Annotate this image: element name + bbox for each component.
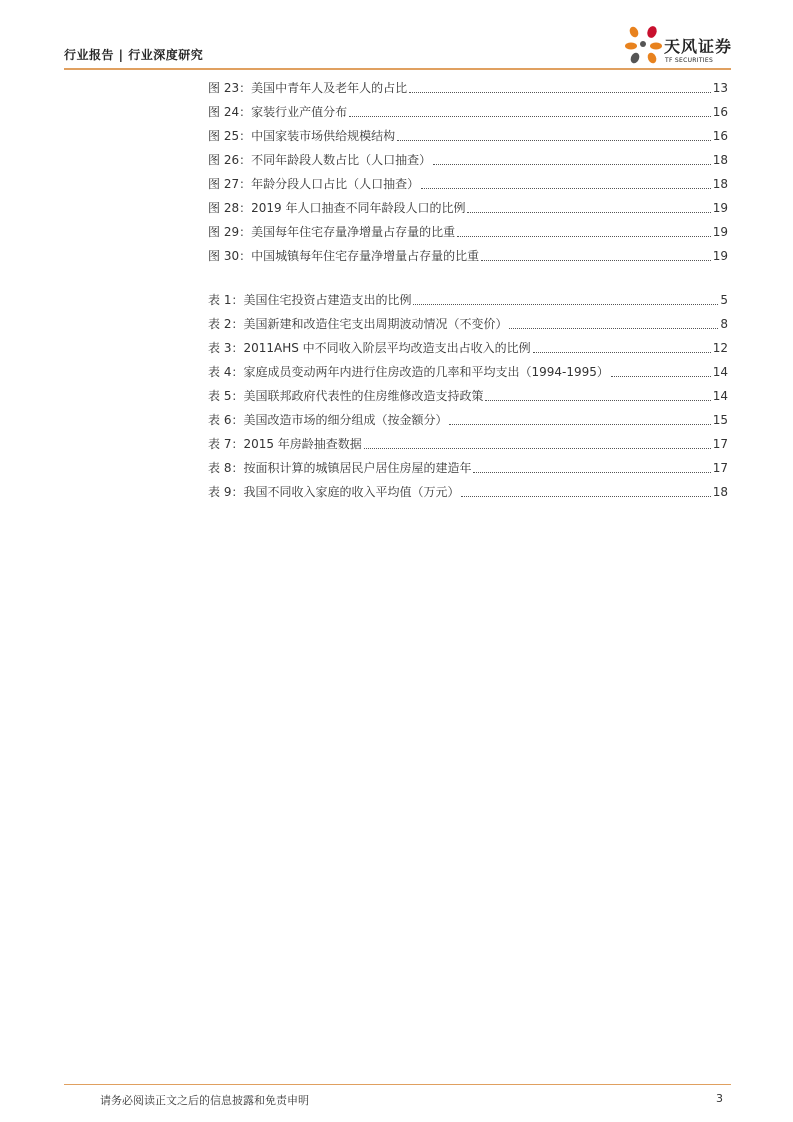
- figure-entry[interactable]: [208, 240, 728, 264]
- dot-leader: [349, 104, 711, 117]
- table-entry-label: 表 8：按面积计算的城镇居民户居住房屋的建造年: [208, 461, 472, 475]
- figure-entry[interactable]: [208, 192, 728, 216]
- table-entry-label: 表 9：我国不同收入家庭的收入平均值（万元）: [208, 485, 460, 499]
- figure-entry-label: 图 30：中国城镇每年住宅存量净增量占存量的比重: [208, 249, 480, 263]
- figure-entry-page: 19: [712, 201, 728, 215]
- dot-leader: [409, 80, 711, 93]
- header-title: 行业报告 | 行业深度研究: [64, 48, 204, 62]
- table-entry[interactable]: [208, 356, 728, 380]
- header-divider: [64, 68, 731, 70]
- table-entry[interactable]: [208, 308, 728, 332]
- table-entry-page: 5: [720, 293, 728, 307]
- dot-leader: [449, 412, 710, 425]
- figure-entry-label: 图 29：美国每年住宅存量净增量占存量的比重: [208, 225, 456, 239]
- table-entry-page: 17: [712, 461, 728, 475]
- dot-leader: [611, 364, 711, 377]
- table-entry-page: 14: [712, 389, 728, 403]
- footer-divider: [64, 1084, 731, 1085]
- table-entry-label: 表 2：美国新建和改造住宅支出周期波动情况（不变价）: [208, 317, 508, 331]
- dot-leader: [509, 316, 718, 329]
- dot-leader: [461, 484, 710, 497]
- page-number: 3: [716, 1092, 723, 1105]
- dot-leader: [421, 176, 711, 189]
- dot-leader: [364, 436, 711, 449]
- figure-entry-page: 18: [712, 177, 728, 191]
- dot-leader: [467, 200, 710, 213]
- dot-leader: [533, 340, 711, 353]
- table-entry[interactable]: [208, 404, 728, 428]
- table-entry-page: 8: [720, 317, 728, 331]
- dot-leader: [485, 388, 710, 401]
- figure-list: [208, 72, 728, 264]
- figure-entry[interactable]: [208, 120, 728, 144]
- figure-entry-label: 图 27：年龄分段人口占比（人口抽查）: [208, 177, 420, 191]
- figure-entry[interactable]: [208, 216, 728, 240]
- table-entry-page: 18: [712, 485, 728, 499]
- dot-leader: [457, 224, 711, 237]
- table-entry-label: 表 3：2011AHS 中不同收入阶层平均改造支出占收入的比例: [208, 341, 531, 355]
- figure-entry[interactable]: [208, 144, 728, 168]
- figure-entry-label: 图 25：中国家装市场供给规模结构: [208, 129, 396, 143]
- table-entry[interactable]: [208, 332, 728, 356]
- table-entry[interactable]: [208, 284, 728, 308]
- table-entry-label: 表 7：2015 年房龄抽查数据: [208, 437, 362, 451]
- table-list: [208, 284, 728, 500]
- table-entry-label: 表 5：美国联邦政府代表性的住房维修改造支持政策: [208, 389, 484, 403]
- table-entry[interactable]: [208, 476, 728, 500]
- dot-leader: [433, 152, 711, 165]
- figure-entry-page: 13: [712, 81, 728, 95]
- company-logo: [624, 20, 734, 68]
- footer-disclaimer: 请务必阅读正文之后的信息披露和免责申明: [100, 1094, 309, 1107]
- figure-entry-page: 16: [712, 105, 728, 119]
- table-entry-page: 17: [712, 437, 728, 451]
- figure-entry[interactable]: [208, 96, 728, 120]
- figure-entry-page: 18: [712, 153, 728, 167]
- table-entry[interactable]: [208, 380, 728, 404]
- figure-entry[interactable]: [208, 72, 728, 96]
- logo-name: 天风证券: [664, 37, 733, 56]
- table-entry-page: 15: [712, 413, 728, 427]
- table-entry-label: 表 4：家庭成员变动两年内进行住房改造的几率和平均支出（1994-1995）: [208, 365, 609, 379]
- figure-entry-label: 图 24：家装行业产值分布: [208, 105, 348, 119]
- dot-leader: [413, 292, 718, 305]
- dot-leader: [397, 128, 711, 141]
- table-entry-page: 14: [712, 365, 728, 379]
- dot-leader: [473, 460, 710, 473]
- figure-entry[interactable]: [208, 168, 728, 192]
- table-entry-label: 表 6：美国改造市场的细分组成（按金额分）: [208, 413, 448, 427]
- figure-entry-label: 图 28：2019 年人口抽查不同年龄段人口的比例: [208, 201, 466, 215]
- figure-entry-page: 19: [712, 249, 728, 263]
- figure-entry-label: 图 26：不同年龄段人数占比（人口抽查）: [208, 153, 432, 167]
- table-entry-label: 表 1：美国住宅投资占建造支出的比例: [208, 293, 412, 307]
- logo-flower-icon: [624, 20, 664, 68]
- figure-entry-page: 16: [712, 129, 728, 143]
- figure-entry-page: 19: [712, 225, 728, 239]
- logo-subtitle: TF SECURITIES: [665, 57, 714, 64]
- table-entry[interactable]: [208, 428, 728, 452]
- figure-entry-label: 图 23：美国中青年人及老年人的占比: [208, 81, 408, 95]
- table-entry-page: 12: [712, 341, 728, 355]
- dot-leader: [481, 248, 711, 261]
- table-entry[interactable]: [208, 452, 728, 476]
